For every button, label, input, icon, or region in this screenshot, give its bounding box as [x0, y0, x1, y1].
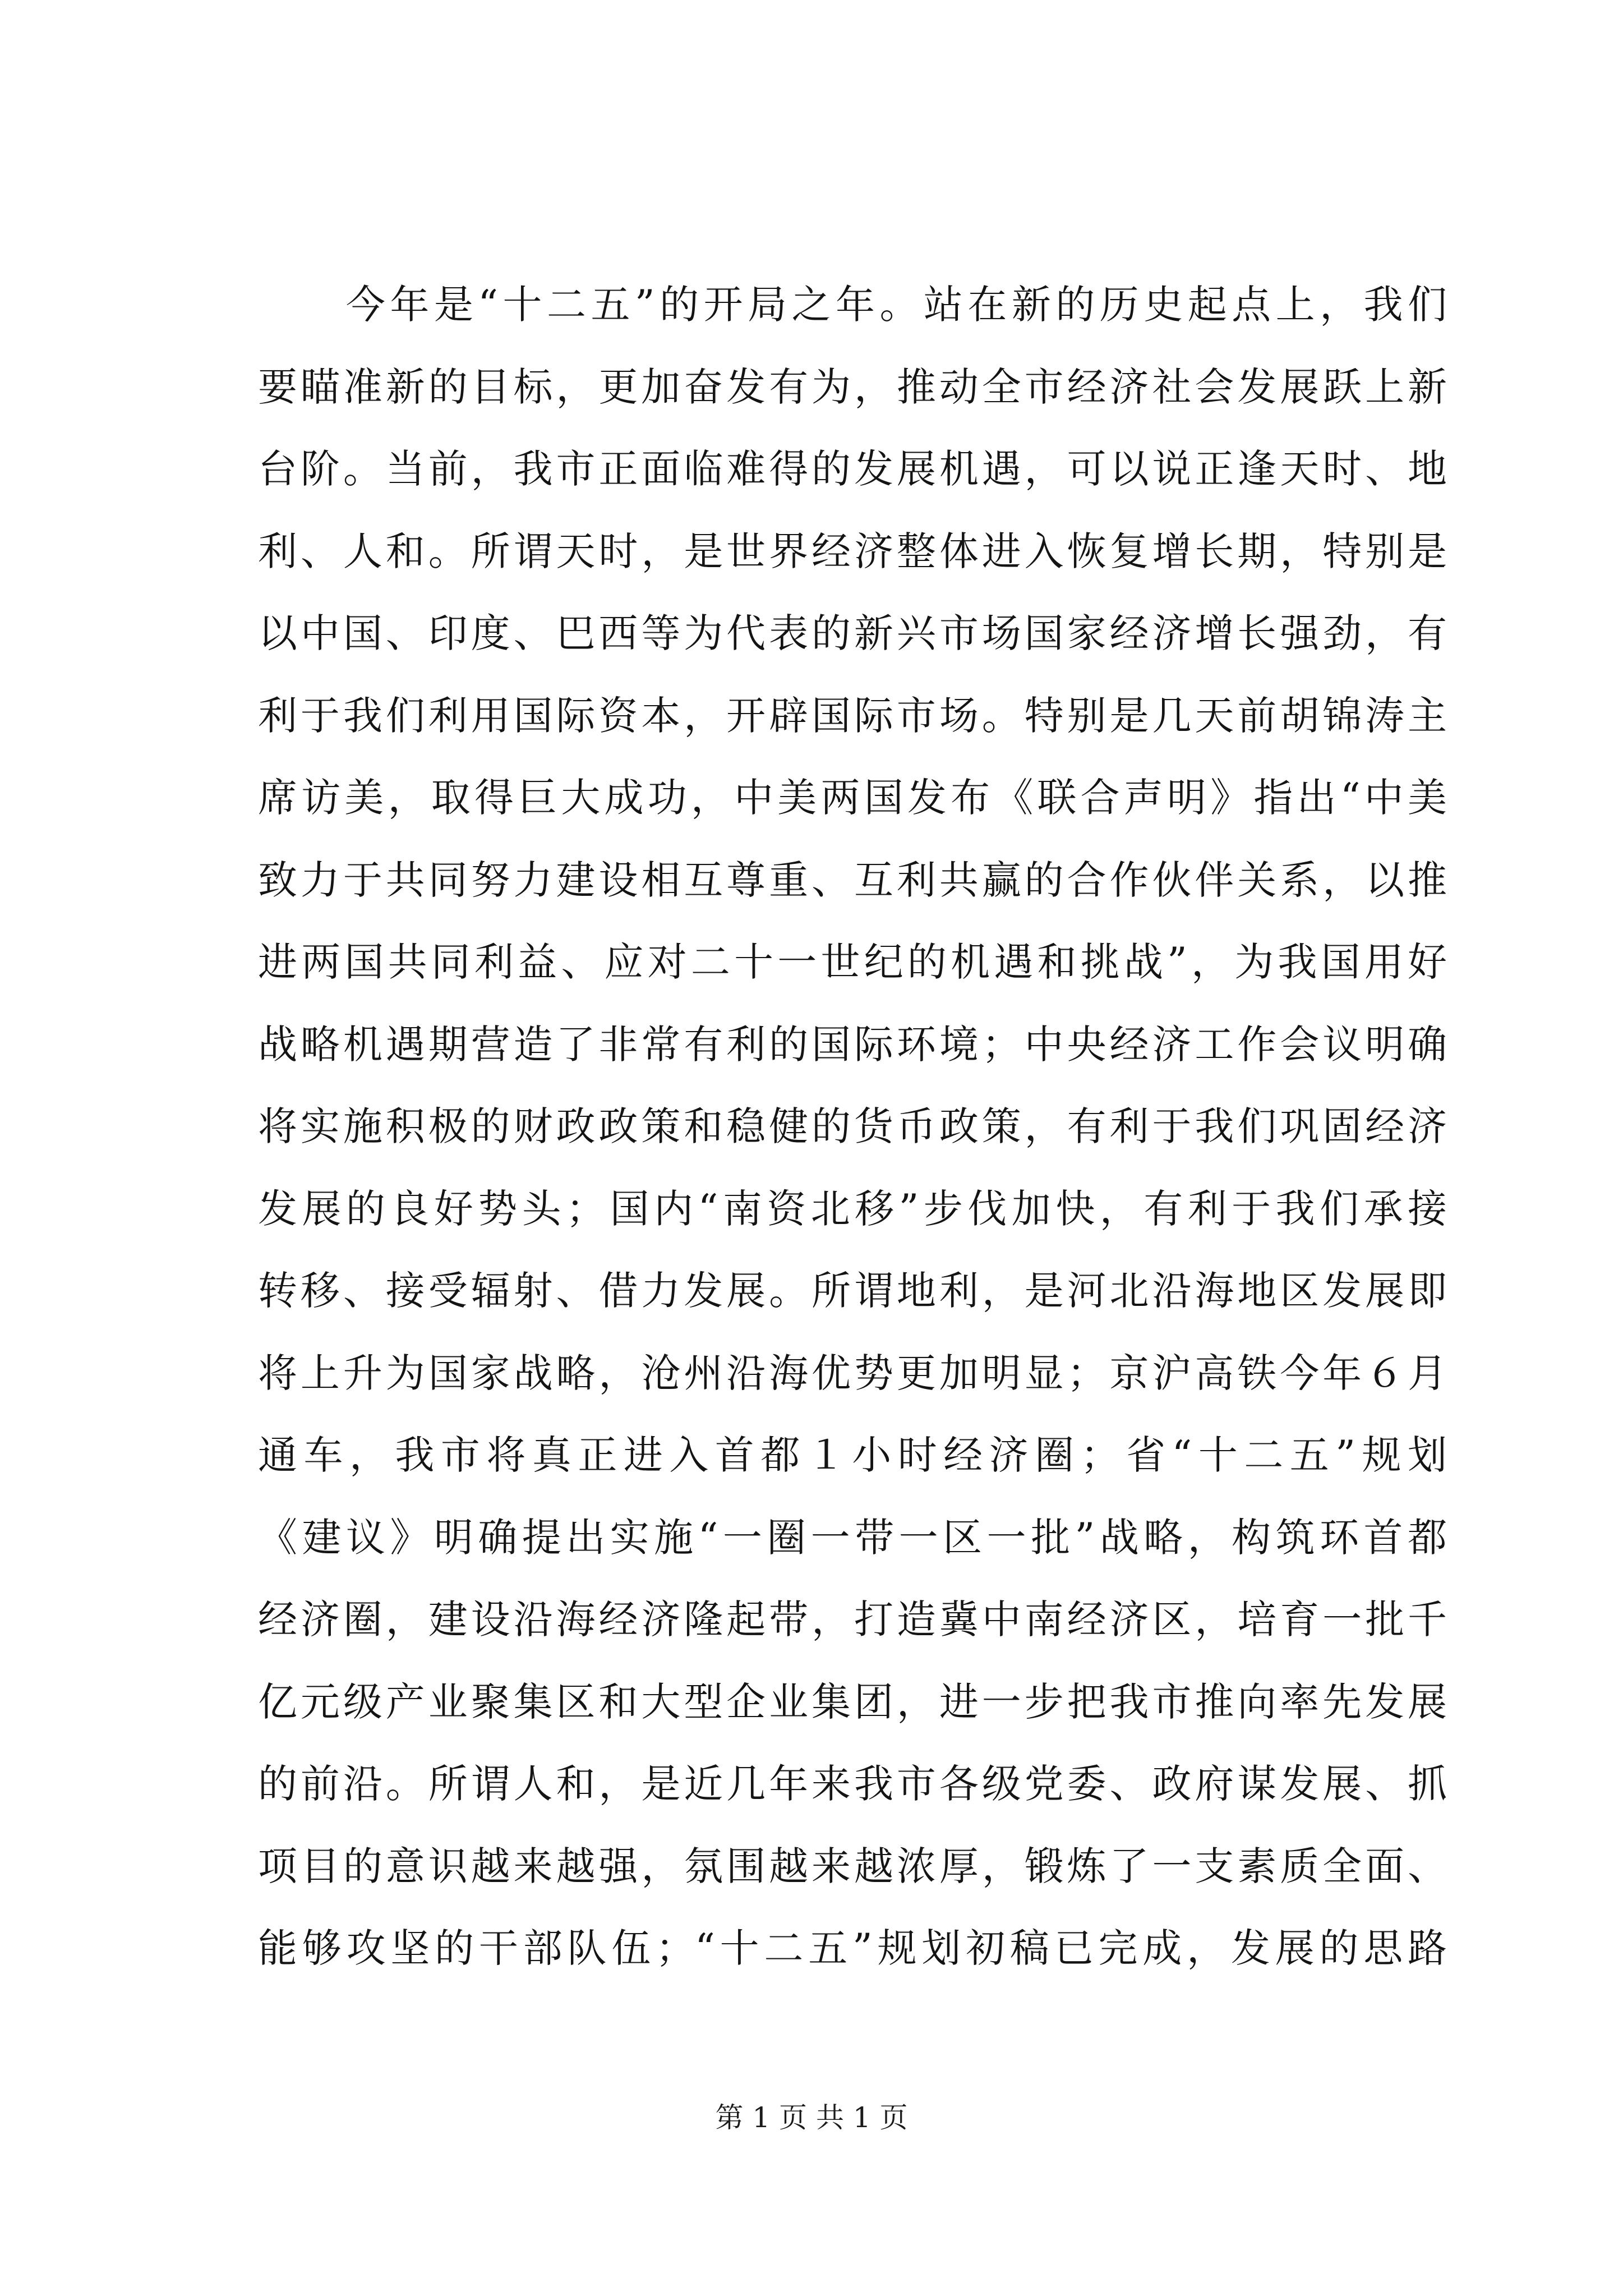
text-line: 能够攻坚的干部队伍；“十二五”规划初稿已完成，发展的思路: [258, 1925, 1447, 1971]
text-line: 项目的意识越来越强，氛围越来越浓厚，锻炼了一支素质全面、: [258, 1843, 1447, 1889]
text-line: 转移、接受辐射、借力发展。所谓地利，是河北沿海地区发展即: [258, 1268, 1447, 1314]
text-line: 战略机遇期营造了非常有利的国际环境；中央经济工作会议明确: [258, 1021, 1447, 1068]
text-line: 席访美，取得巨大成功，中美两国发布《联合声明》指出“中美: [258, 775, 1447, 821]
text-line: 利、人和。所谓天时，是世界经济整体进入恢复增长期，特别是: [258, 528, 1447, 574]
text-line: 进两国共同利益、应对二十一世纪的机遇和挑战”，为我国用好: [258, 939, 1447, 985]
text-line: 以中国、印度、巴西等为代表的新兴市场国家经济增长强劲，有: [258, 610, 1447, 656]
body-paragraph: [258, 264, 1447, 1990]
text-line: 经济圈，建设沿海经济隆起带，打造冀中南经济区，培育一批千: [258, 1596, 1447, 1642]
text-line: 亿元级产业聚集区和大型企业集团，进一步把我市推向率先发展: [258, 1678, 1447, 1725]
text-line: 将上升为国家战略，沧州沿海优势更加明显；京沪高铁今年６月: [258, 1350, 1447, 1396]
text-line: 通车，我市将真正进入首都１小时经济圈；省“十二五”规划: [258, 1432, 1447, 1478]
text-line: 将实施积极的财政政策和稳健的货币政策，有利于我们巩固经济: [258, 1103, 1447, 1149]
text-line: 台阶。当前，我市正面临难得的发展机遇，可以说正逢天时、地: [258, 446, 1447, 492]
text-line: 的前沿。所谓人和，是近几年来我市各级党委、政府谋发展、抓: [258, 1761, 1447, 1807]
page-number-footer: 第 1 页 共 1 页: [715, 2101, 908, 2134]
text-line: 利于我们利用国际资本，开辟国际市场。特别是几天前胡锦涛主: [258, 692, 1447, 739]
text-line: 要瞄准新的目标，更加奋发有为，推动全市经济社会发展跃上新: [258, 364, 1447, 410]
text-line: 致力于共同努力建设相互尊重、互利共赢的合作伙伴关系，以推: [258, 857, 1447, 903]
text-line: 今年是“十二五”的开局之年。站在新的历史起点上，我们: [258, 282, 1447, 328]
text-line: 发展的良好势头；国内“南资北移”步伐加快，有利于我们承接: [258, 1185, 1447, 1232]
text-line: 《建议》明确提出实施“一圈一带一区一批”战略，构筑环首都: [258, 1514, 1447, 1561]
